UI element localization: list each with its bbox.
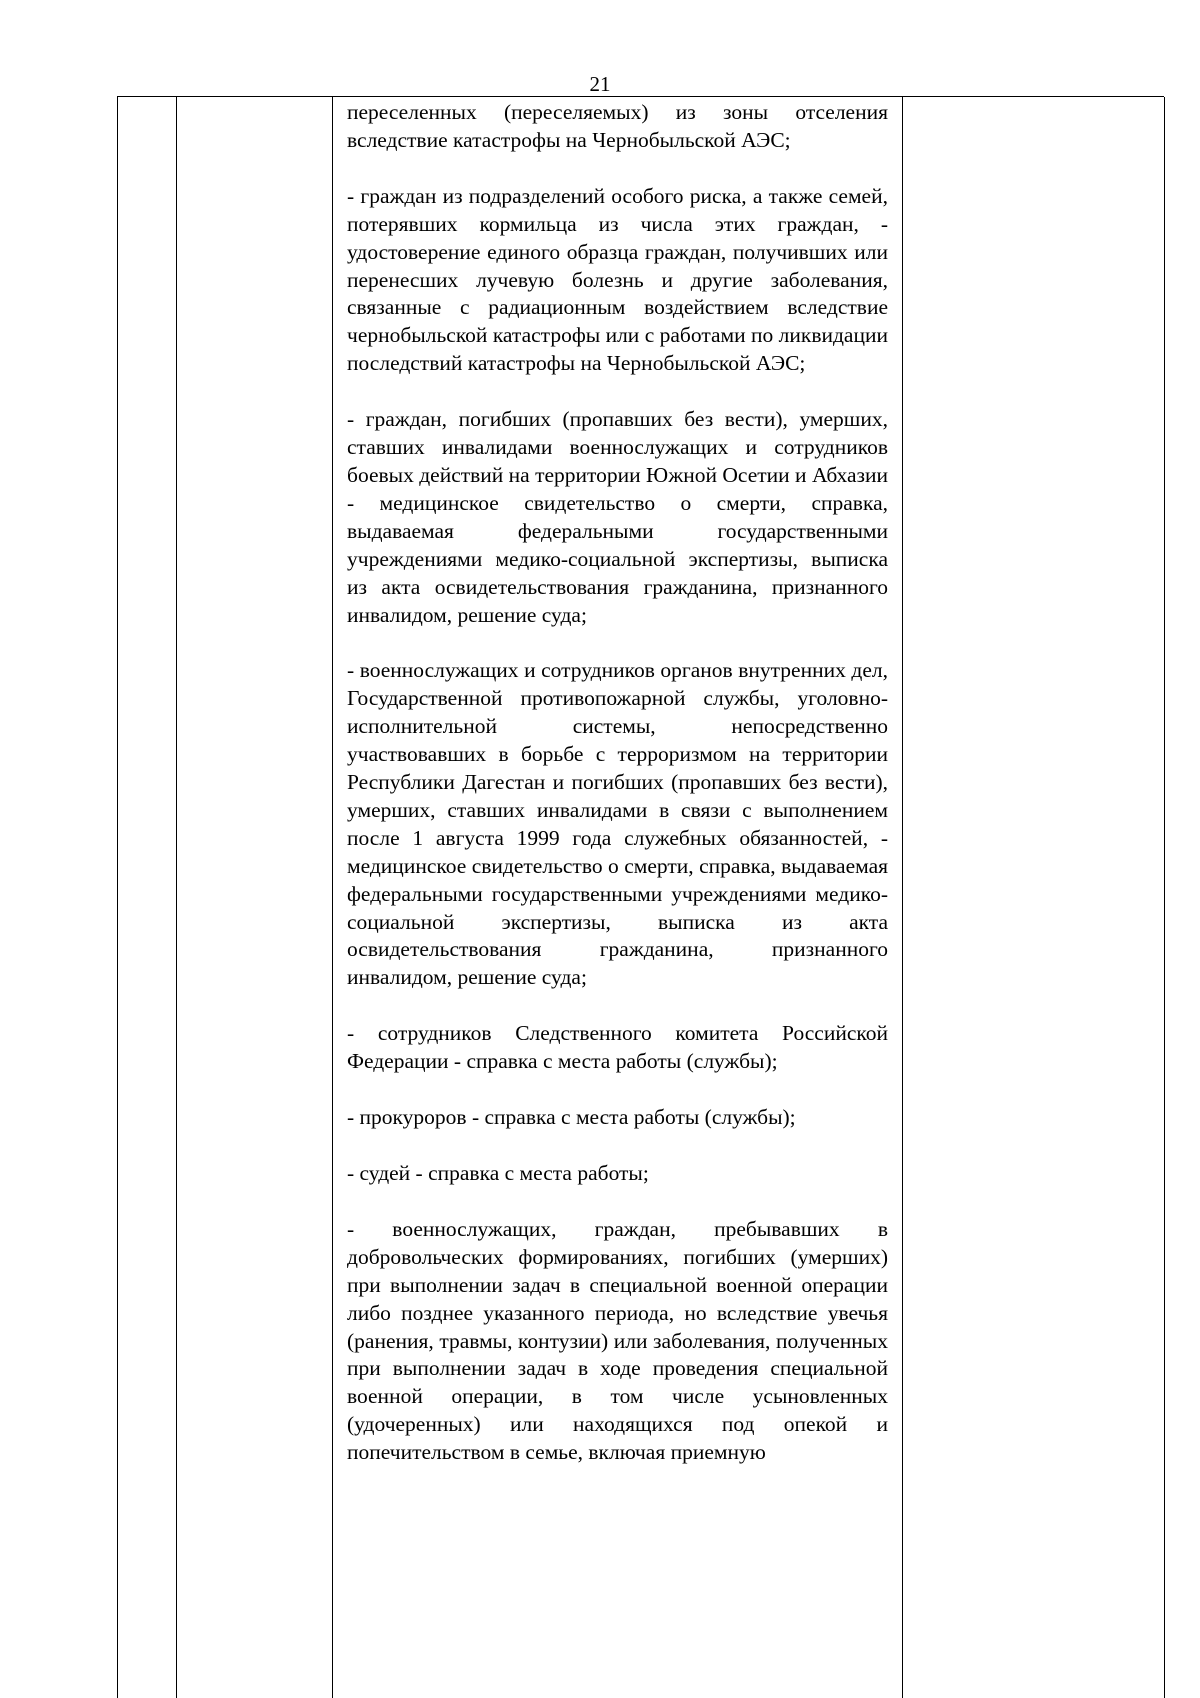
paragraph-chernobyl-resettled: переселенных (переселяемых) из зоны отселения вследствие катастрофы на Чернобыльской АЭС; (347, 100, 888, 152)
table-column-border (117, 97, 118, 1698)
paragraph-special-military-operation: - военнослужащих, граждан, пребывавших в добровольческих формированиях, погибших (умерших) при выполнении задач в специальной военной операции либо позднее указанного периода, но вследствие увечья (ранения, травмы, контузии) или заболевания, полученных при выполнении задач в ходе проведения специальной военной операции, в том числе усыновленных (удочеренных) или находящихся под опекой и попечительством в семье, включая приемную (347, 1216, 888, 1465)
paragraph-dagestan-counterterrorism: - военнослужащих и сотрудников органов внутренних дел, Государственной противопожарной службы, уголовно-исполнительной системы, непосредственно участвовавших в борьбе с терроризмом на территории Республики Дагестан и погибших (пропавших без вести), умерших, ставших инвалидами в связи с выполнением после 1 августа 1999 года служебных обязанностей, - медицинское свидетельство о смерти, справка, выдаваемая федеральными государственными учреждениями медико-социальной экспертизы, выписка из акта освидетельствования гражданина, признанного инвалидом, решение суда; (347, 658, 888, 990)
paragraph-judges: - судей - справка с места работы; (347, 1161, 649, 1185)
table-column-border (1164, 97, 1165, 1698)
paragraph-south-ossetia-abkhazia: - граждан, погибших (пропавших без вести), умерших, ставших инвалидами военнослужащих и сотрудников боевых действий на территории Южной Осетии и Абхазии - медицинское свидетельство о смерти, справка, выдаваемая федеральными государственными учреждениями медико-социальной экспертизы, выписка из акта освидетельствования гражданина, признанного инвалидом, решение суда; (347, 407, 889, 627)
page-number: 21 (589, 72, 611, 96)
paragraph-prosecutors: - прокуроров - справка с места работы (службы); (347, 1105, 796, 1130)
table-column-border (176, 97, 177, 1698)
table-top-border (117, 96, 1164, 97)
paragraph-investigative-committee: - сотрудников Следственного комитета Российской Федерации - справка с места работы (службы); (347, 1021, 888, 1074)
document-column-text (347, 99, 888, 1495)
table-column-border (902, 97, 903, 1698)
table-column-border (332, 97, 333, 1698)
paragraph-special-risk-units: - граждан из подразделений особого риска, а также семей, потерявших кормильца из числа этих граждан, - удостоверение единого образца граждан, получивших или перенесших лучевую болезнь и другие заболевания, связанные с радиационным воздействием вследствие чернобыльской катастрофы или с работами по ликвидации последствий катастрофы на Чернобыльской АЭС; (347, 183, 888, 376)
